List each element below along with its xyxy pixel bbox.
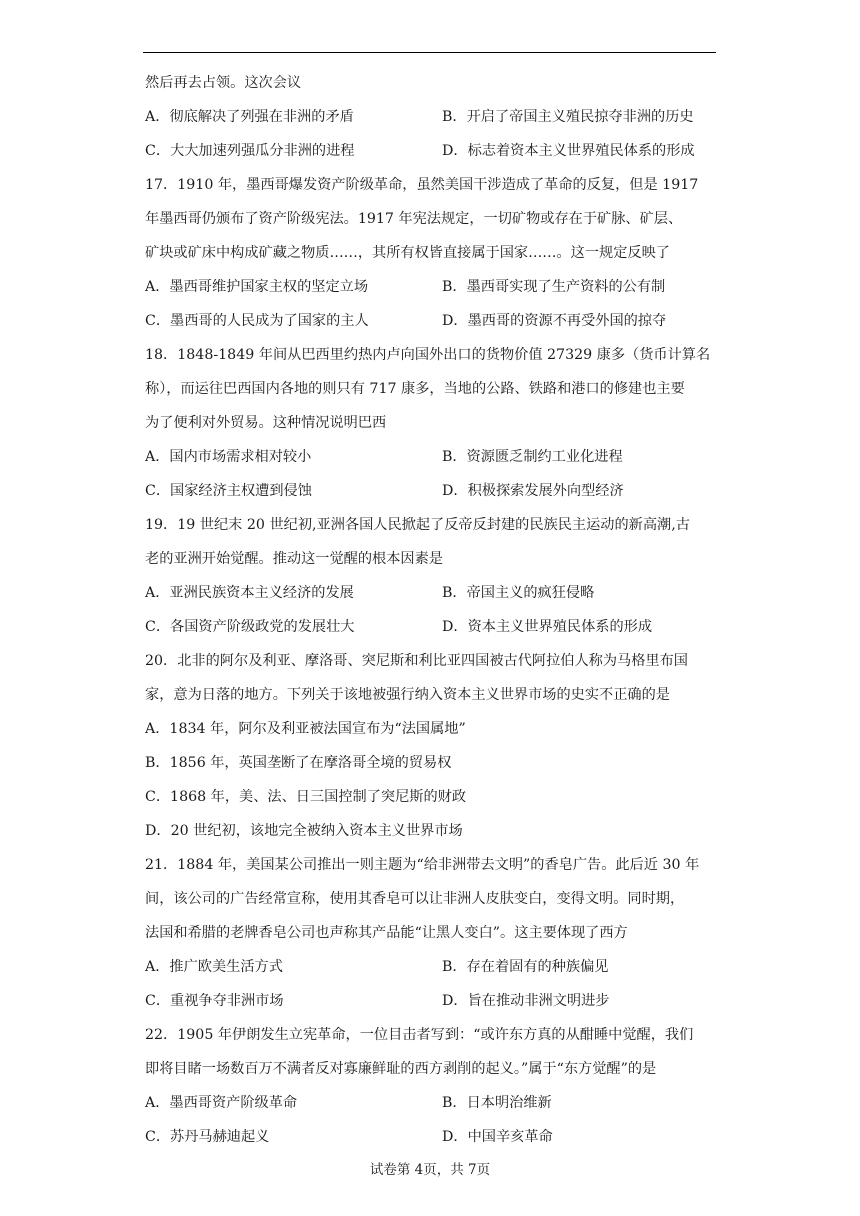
q17-stem-line-3: 矿块或矿床中构成矿藏之物质……，其所有权皆直接属于国家……。这一规定反映了 (145, 245, 670, 261)
q18-options-row2 (145, 474, 717, 508)
q16-option-d[interactable]: D．标志着资本主义世界殖民体系的形成 (442, 143, 695, 159)
q19-options-row1 (145, 576, 717, 610)
q22-options-row2 (145, 1120, 717, 1154)
q21-stem-line-2: 间，该公司的广告经常宣称，使用其香皂可以让非洲人皮肤变白，变得文明。同时期， (145, 891, 685, 907)
q18-options-row1 (145, 440, 717, 474)
exam-page-body (145, 66, 717, 1154)
q18-stem-line-1: 18．1848-1849 年间从巴西里约热内卢向国外出口的货物价值 27329 康多（货币计算名 (145, 347, 711, 363)
q16-stem-end: 然后再去占领。这次会议 (145, 75, 302, 91)
q21-options-row2 (145, 984, 717, 1018)
q16-options-row2 (145, 134, 717, 168)
q16-option-c[interactable]: C．大大加速列强瓜分非洲的进程 (145, 143, 355, 159)
q18-option-c[interactable]: C．国家经济主权遭到侵蚀 (145, 483, 312, 499)
q22-stem-line-2: 即将目睹一场数百万不满者反对寡廉鲜耻的西方剥削的起义。”属于“东方觉醒”的是 (145, 1061, 657, 1077)
q18-option-d[interactable]: D．积极探索发展外向型经济 (442, 483, 624, 499)
q17-option-a[interactable]: A．墨西哥维护国家主权的坚定立场 (145, 279, 369, 295)
q21-option-d[interactable]: D．旨在推动非洲文明进步 (442, 993, 610, 1009)
q17-option-d[interactable]: D．墨西哥的资源不再受外国的掠夺 (442, 313, 667, 329)
header-rule (143, 52, 716, 53)
q22-option-c[interactable]: C．苏丹马赫迪起义 (145, 1129, 270, 1145)
q20-option-d[interactable]: D．20 世纪初，该地完全被纳入资本主义世界市场 (145, 823, 463, 839)
q21-stem-line-1: 21．1884 年，美国某公司推出一则主题为“给非洲带去文明”的香皂广告。此后近 30 年 (145, 857, 700, 873)
q20-stem-line-1: 20．北非的阿尔及利亚、摩洛哥、突尼斯和利比亚四国被古代阿拉伯人称为马格里布国 (145, 653, 688, 669)
q22-option-b[interactable]: B．日本明治维新 (442, 1095, 552, 1111)
q19-options-row2 (145, 610, 717, 644)
q17-options-row2 (145, 304, 717, 338)
q18-option-a[interactable]: A．国内市场需求相对较小 (145, 449, 312, 465)
q19-option-d[interactable]: D．资本主义世界殖民体系的形成 (442, 619, 653, 635)
q18-option-b[interactable]: B．资源匮乏制约工业化进程 (442, 449, 623, 465)
q16-option-a[interactable]: A．彻底解决了列强在非洲的矛盾 (145, 109, 354, 125)
q21-stem-line-3: 法国和希腊的老牌香皂公司也声称其产品能“让黑人变白”。这主要体现了西方 (145, 925, 628, 941)
q21-option-c[interactable]: C．重视争夺非洲市场 (145, 993, 284, 1009)
page-footer: 试卷第 4页，共 7页 (369, 1162, 491, 1178)
q16-option-b[interactable]: B．开启了帝国主义殖民掠夺非洲的历史 (442, 109, 694, 125)
q19-stem-line-1: 19．19 世纪末 20 世纪初,亚洲各国人民掀起了反帝反封建的民族民主运动的新高潮,古 (145, 517, 690, 533)
q22-option-d[interactable]: D．中国辛亥革命 (442, 1129, 553, 1145)
q17-stem-line-1: 17．1910 年，墨西哥爆发资产阶级革命，虽然美国干涉造成了革命的反复，但是 1917 (145, 177, 699, 193)
q19-stem-line-2: 老的亚洲开始觉醒。推动这一觉醒的根本因素是 (145, 551, 443, 567)
q20-option-a[interactable]: A．1834 年，阿尔及利亚被法国宣布为“法国属地” (145, 721, 466, 737)
q19-option-c[interactable]: C．各国资产阶级政党的发展壮大 (145, 619, 355, 635)
q18-stem-line-2: 称），而运往巴西国内各地的则只有 717 康多，当地的公路、铁路和港口的修建也主要 (145, 381, 685, 397)
q21-option-b[interactable]: B．存在着固有的种族偏见 (442, 959, 609, 975)
q17-option-c[interactable]: C．墨西哥的人民成为了国家的主人 (145, 313, 369, 329)
q17-option-b[interactable]: B．墨西哥实现了生产资料的公有制 (442, 279, 666, 295)
q20-option-b[interactable]: B．1856 年，英国垄断了在摩洛哥全境的贸易权 (145, 755, 452, 771)
q16-options-row1 (145, 100, 717, 134)
q21-option-a[interactable]: A．推广欧美生活方式 (145, 959, 283, 975)
q21-options-row1 (145, 950, 717, 984)
q18-stem-line-3: 为了便利对外贸易。这种情况说明巴西 (145, 415, 387, 431)
q19-option-b[interactable]: B．帝国主义的疯狂侵略 (442, 585, 595, 601)
q17-options-row1 (145, 270, 717, 304)
q19-option-a[interactable]: A．亚洲民族资本主义经济的发展 (145, 585, 354, 601)
q22-options-row1 (145, 1086, 717, 1120)
q20-stem-line-2: 家，意为日落的地方。下列关于该地被强行纳入资本主义世界市场的史实不正确的是 (145, 687, 670, 703)
q22-stem-line-1: 22．1905 年伊朗发生立宪革命，一位目击者写到：“或许东方真的从酣睡中觉醒，我们 (145, 1027, 694, 1043)
q17-stem-line-2: 年墨西哥仍颁布了资产阶级宪法。1917 年宪法规定，一切矿物或存在于矿脉、矿层、 (145, 211, 683, 227)
q20-option-c[interactable]: C．1868 年，美、法、日三国控制了突尼斯的财政 (145, 789, 467, 805)
q22-option-a[interactable]: A．墨西哥资产阶级革命 (145, 1095, 298, 1111)
